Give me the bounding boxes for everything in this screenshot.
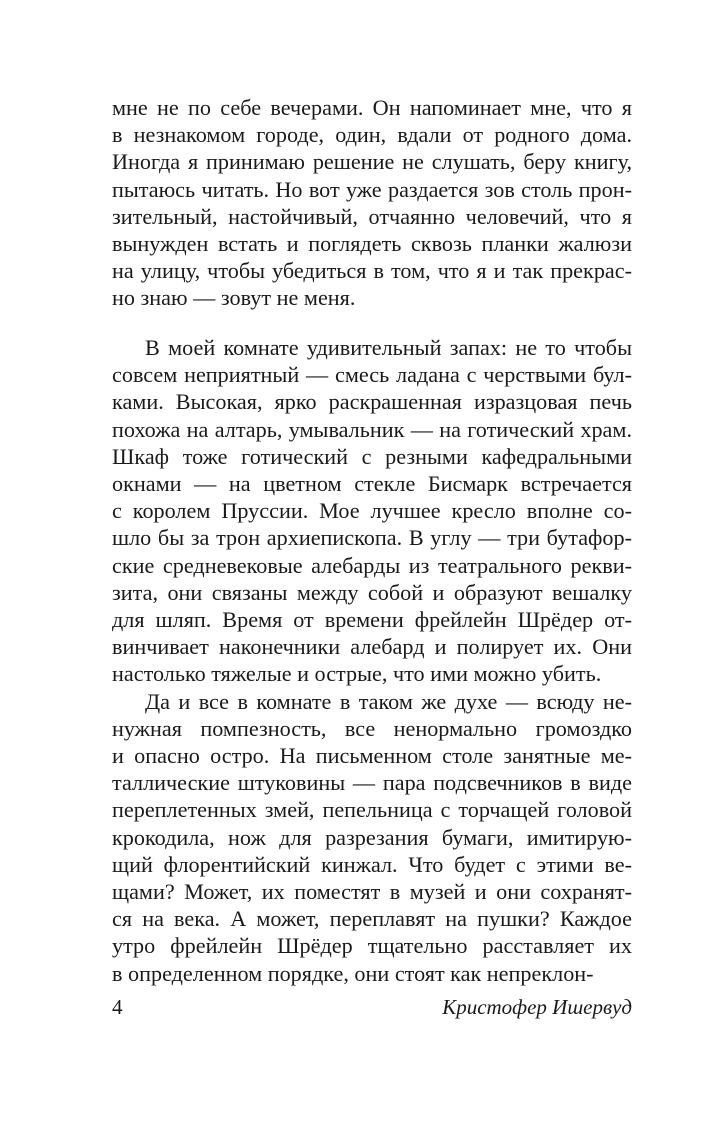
text-line: на улицу, чтобы убедиться в том, что я и так прекрас- xyxy=(112,258,632,284)
text-line: с королем Пруссии. Мое лучшее кресло вполне со- xyxy=(112,498,632,524)
running-author: Кристофер Ишервуд xyxy=(442,995,632,1019)
text-line: пытаюсь читать. Но вот уже раздается зов столь прон- xyxy=(112,176,632,202)
text-line: похожа на алтарь, умывальник — на готический храм. xyxy=(112,416,632,442)
text-line: Да и все в комнате в таком же духе — всюду не- xyxy=(145,688,632,714)
text-line: В моей комнате удивительный запах: не то чтобы xyxy=(145,335,632,360)
text-line: крокодила, нож для разрезания бумаги, имитирую- xyxy=(112,824,632,850)
text-line: Иногда я принимаю решение не слушать, беру книгу, xyxy=(112,149,632,175)
text-line: совсем неприятный — смесь ладана с черствыми бул- xyxy=(112,362,632,388)
text-line: ками. Высокая, ярко раскрашенная изразцовая печь xyxy=(112,389,632,415)
text-line: винчивает наконечники алебард и полирует их. Они xyxy=(112,634,632,660)
text-line: в определенном порядке, они стоят как непреклон- xyxy=(112,960,594,986)
text-line: Шкаф тоже готический с резными кафедральными xyxy=(112,443,632,469)
text-line: в незнакомом городе, один, вдали от родного дома. xyxy=(112,122,632,148)
text-line: мне не по себе вечерами. Он напоминает мне, что я xyxy=(112,95,632,120)
text-line: зительный, настойчивый, отчаянно человечий, что я xyxy=(112,203,632,229)
text-line: шло бы за трон архиепископа. В углу — три бутафор- xyxy=(112,525,632,551)
page-footer xyxy=(112,992,632,1022)
page-number: 4 xyxy=(112,995,123,1019)
text-line: ся на века. А может, переплавят на пушки? Каждое xyxy=(112,906,632,932)
text-line: зита, они связаны между собой и образуют вешалку xyxy=(112,579,632,605)
text-line: утро фрейлейн Шрёдер тщательно расставляет их xyxy=(112,933,632,959)
text-line: щий флорентийский кинжал. Что будет с этими ве- xyxy=(112,851,632,877)
body-text-main xyxy=(112,334,632,987)
body-text-top xyxy=(112,94,632,312)
text-line: и опасно остро. На письменном столе занятные ме- xyxy=(112,743,632,769)
text-line: ские средневековые алебарды из театрального рекви- xyxy=(112,552,632,578)
paragraph xyxy=(112,334,632,688)
text-line: щами? Может, их поместят в музей и они сохранят- xyxy=(112,879,632,905)
text-line: окнами — на цветном стекле Бисмарк встречается xyxy=(112,471,632,497)
paragraph xyxy=(112,688,632,987)
text-line: таллические штуковины — пара подсвечников в виде xyxy=(112,770,632,796)
text-line: настолько тяжелые и острые, что ими можно убить. xyxy=(112,661,602,687)
paragraph xyxy=(112,94,632,312)
text-line: вынужден встать и поглядеть сквозь планки жалюзи xyxy=(112,231,632,257)
text-line: но знаю — зовут не меня. xyxy=(112,285,356,311)
text-line: для шляп. Время от времени фрейлейн Шрёдер от- xyxy=(112,607,632,633)
text-line: нужная помпезность, все ненормально громоздко xyxy=(112,715,632,741)
text-line: переплетенных змей, пепельница с торчащей головой xyxy=(112,797,632,823)
